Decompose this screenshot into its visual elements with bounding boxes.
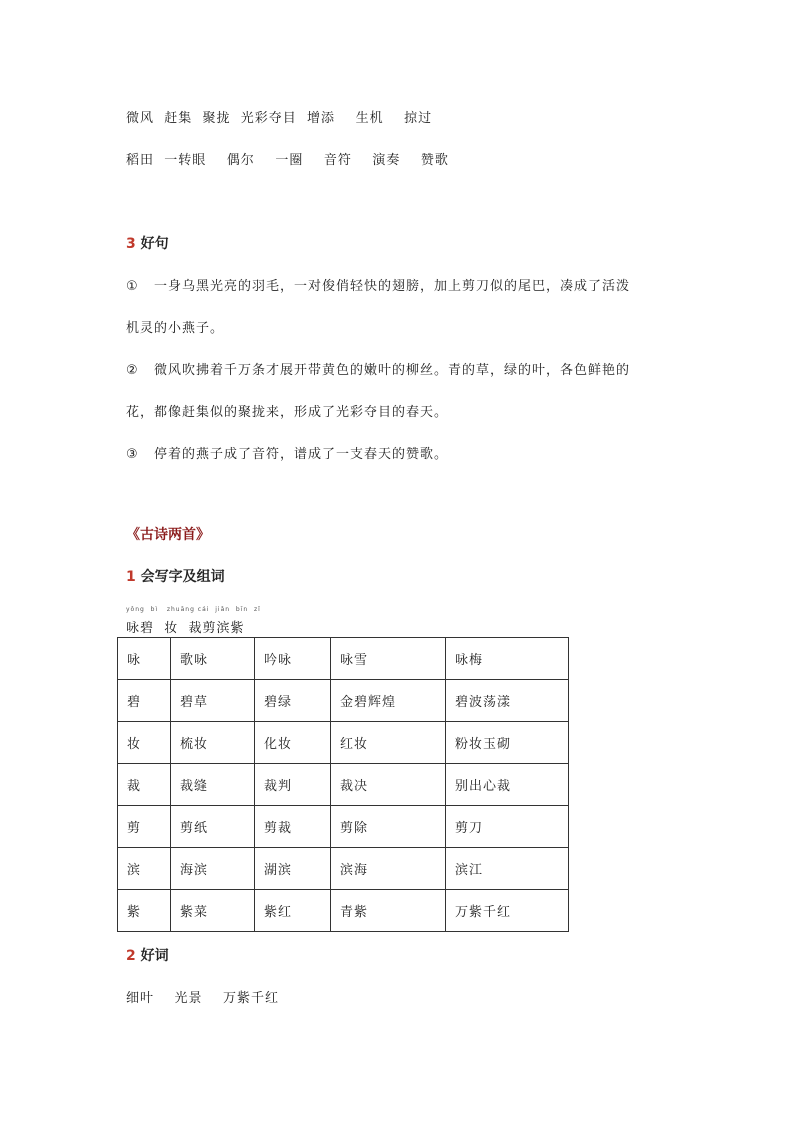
table-cell: 滨江	[446, 848, 569, 890]
table-cell: 剪裁	[255, 806, 331, 848]
table-row	[118, 806, 569, 848]
table-row	[118, 680, 569, 722]
section-heading-characters	[126, 566, 225, 586]
table-cell: 剪刀	[446, 806, 569, 848]
table-cell: 咏梅	[446, 638, 569, 680]
word-list-line-3: 细叶 光景 万紫千红	[126, 991, 280, 1006]
table-cell: 剪	[118, 806, 171, 848]
table-cell: 剪除	[331, 806, 446, 848]
table-cell: 吟咏	[255, 638, 331, 680]
table-cell: 粉妆玉砌	[446, 722, 569, 764]
section-number: 2	[126, 948, 136, 964]
sentence-line: ③ 停着的燕子成了音符，谱成了一支春天的赞歌。	[126, 447, 449, 462]
sentence-line: 机灵的小燕子。	[126, 321, 225, 336]
table-cell: 裁	[118, 764, 171, 806]
section-heading-sentences	[126, 233, 169, 253]
table-cell: 万紫千红	[446, 890, 569, 932]
section-label: 好句	[140, 236, 169, 252]
table-cell: 别出心裁	[446, 764, 569, 806]
table-cell: 碧波荡漾	[446, 680, 569, 722]
section-number: 1	[126, 569, 136, 585]
table-row	[118, 848, 569, 890]
table-cell: 剪纸	[171, 806, 255, 848]
section-heading-good-words	[126, 945, 169, 965]
table-row	[118, 638, 569, 680]
table-cell: 海滨	[171, 848, 255, 890]
table-cell: 咏	[118, 638, 171, 680]
section-label: 好词	[140, 948, 169, 964]
table-cell: 滨	[118, 848, 171, 890]
pinyin-line: yǒng bì zhuāng cái jiǎn bīn zǐ	[126, 606, 261, 613]
table-cell: 青紫	[331, 890, 446, 932]
table-cell: 碧	[118, 680, 171, 722]
table-cell: 梳妆	[171, 722, 255, 764]
poem-title: 《古诗两首》	[126, 527, 210, 543]
table-cell: 金碧辉煌	[331, 680, 446, 722]
word-list-line-2: 稻田 一转眼 偶尔 一圈 音符 演奏 赞歌	[126, 153, 449, 168]
table-cell: 滨海	[331, 848, 446, 890]
sentence-line: 花，都像赶集似的聚拢来，形成了光彩夺目的春天。	[126, 405, 449, 420]
table-cell: 碧草	[171, 680, 255, 722]
word-list-line-1: 微风 赶集 聚拢 光彩夺目 增添 生机 掠过	[126, 111, 433, 126]
sentence-line: ② 微风吹拂着千万条才展开带黄色的嫩叶的柳丝。青的草，绿的叶，各色鲜艳的	[126, 363, 631, 378]
table-cell: 化妆	[255, 722, 331, 764]
table-row	[118, 890, 569, 932]
table-cell: 歌咏	[171, 638, 255, 680]
table-cell: 咏雪	[331, 638, 446, 680]
table-row	[118, 764, 569, 806]
table-cell: 裁判	[255, 764, 331, 806]
table-cell: 紫	[118, 890, 171, 932]
sentence-line: ① 一身乌黑光亮的羽毛，一对俊俏轻快的翅膀，加上剪刀似的尾巴，凑成了活泼	[126, 279, 631, 294]
table-cell: 红妆	[331, 722, 446, 764]
character-line: 咏碧 妆 裁剪滨紫	[126, 621, 245, 636]
table-cell: 裁缝	[171, 764, 255, 806]
vocabulary-table	[117, 637, 569, 932]
section-label: 会写字及组词	[140, 569, 225, 585]
table-cell: 紫菜	[171, 890, 255, 932]
table-cell: 妆	[118, 722, 171, 764]
section-number: 3	[126, 236, 136, 252]
table-cell: 裁决	[331, 764, 446, 806]
table-cell: 紫红	[255, 890, 331, 932]
table-row	[118, 722, 569, 764]
table-cell: 湖滨	[255, 848, 331, 890]
table-cell: 碧绿	[255, 680, 331, 722]
